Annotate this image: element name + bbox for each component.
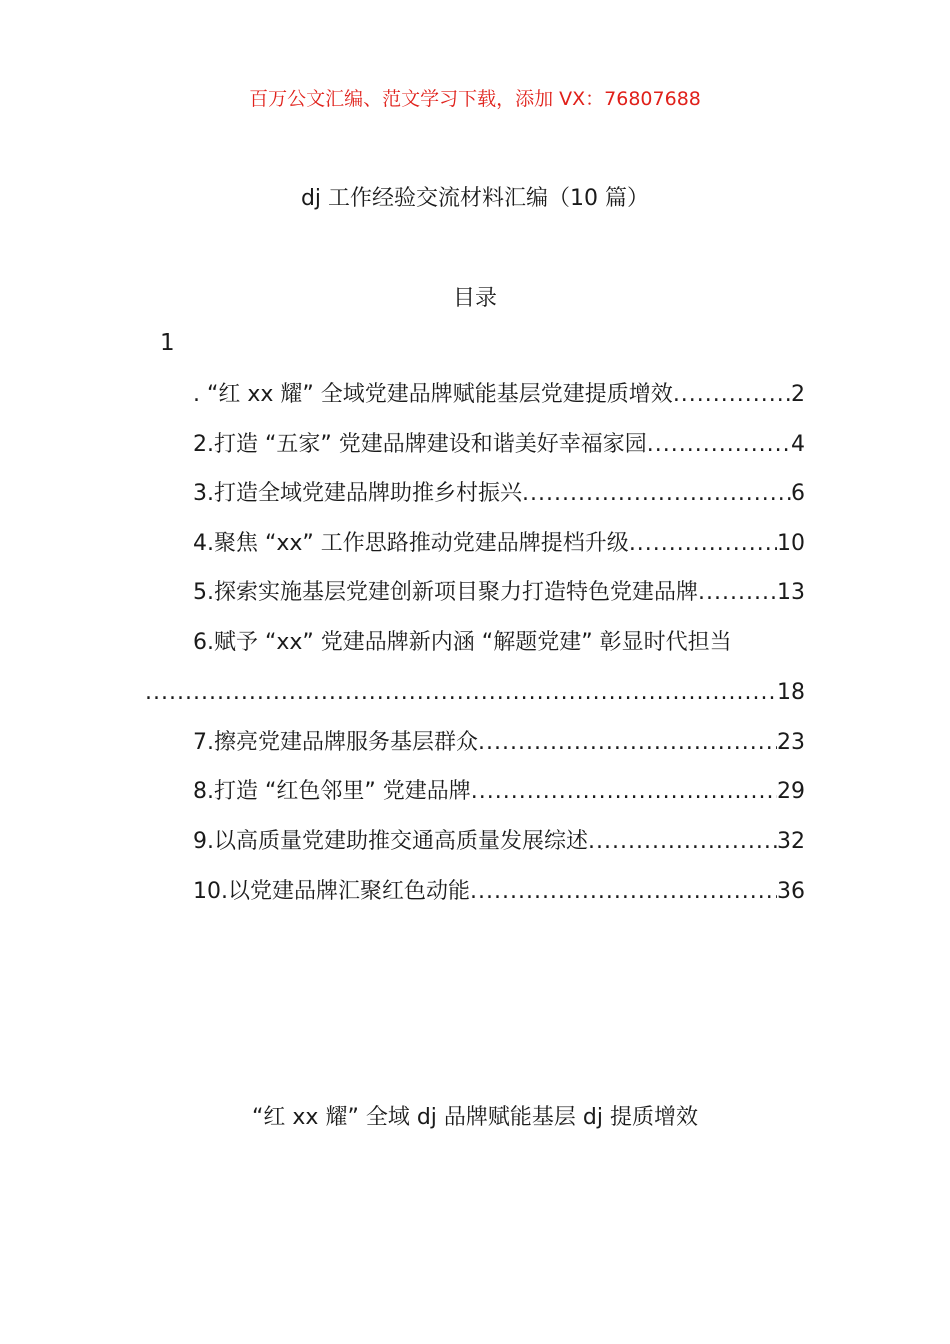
- toc-entry-title: . “红 xx 耀” 全域党建品牌赋能基层党建提质增效: [193, 382, 673, 407]
- toc-entry-title: 6.赋予 “xx” 党建品牌新内涵 “解题党建” 彰显时代担当: [193, 630, 732, 655]
- toc-entry-page: 29: [777, 779, 805, 804]
- document-title: dj 工作经验交流材料汇编（10 篇）: [300, 186, 650, 211]
- toc-entry[interactable]: [193, 578, 805, 608]
- toc-entry-page: 10: [777, 531, 805, 556]
- toc-entry-page: 2: [791, 382, 805, 407]
- toc-leader-dots: [647, 430, 791, 460]
- toc-entry-title: 9.以高质量党建助推交通高质量发展综述: [193, 829, 588, 854]
- toc-leader-dots: [470, 877, 777, 907]
- toc-entry[interactable]: [193, 827, 805, 857]
- toc-leader-dots: [471, 777, 777, 807]
- toc-entry-page: 6: [791, 481, 805, 506]
- toc-entry-title: 7.擦亮党建品牌服务基层群众: [193, 730, 478, 755]
- toc-entry-title: 5.探索实施基层党建创新项目聚力打造特色党建品牌: [193, 580, 698, 605]
- toc-leader-dots: [145, 678, 777, 708]
- toc-entry[interactable]: [193, 628, 805, 658]
- toc-leader-dots: [588, 827, 777, 857]
- toc-entry-page: 32: [777, 829, 805, 854]
- toc-heading: 目录: [452, 286, 497, 311]
- toc-entry-page: 36: [777, 879, 805, 904]
- toc-entry-title: 8.打造 “红色邻里” 党建品牌: [193, 779, 471, 804]
- toc-entry-page: 18: [777, 680, 805, 705]
- toc-entry[interactable]: [193, 777, 805, 807]
- toc-entry-title: 2.打造 “五家” 党建品牌建设和谐美好幸福家园: [193, 432, 647, 457]
- toc-entry[interactable]: [193, 479, 805, 509]
- toc-entry[interactable]: [193, 430, 805, 460]
- toc-first-number: 1: [160, 330, 175, 356]
- toc-leader-dots: [478, 728, 777, 758]
- toc-entry[interactable]: [193, 529, 805, 559]
- toc-leader-dots: [698, 578, 777, 608]
- toc-entry-page: 4: [791, 432, 805, 457]
- toc-entry-page: 13: [777, 580, 805, 605]
- toc-entry[interactable]: [193, 380, 805, 410]
- toc-entry-title: 10.以党建品牌汇聚红色动能: [193, 879, 470, 904]
- toc-entry[interactable]: [193, 877, 805, 907]
- toc-entry-title: 3.打造全域党建品牌助推乡村振兴: [193, 481, 522, 506]
- toc-leader-dots: [673, 380, 791, 410]
- toc-leader-dots: [522, 479, 791, 509]
- toc-leader-dots: [629, 529, 777, 559]
- toc-entry[interactable]: [193, 728, 805, 758]
- toc-entry-page: 23: [777, 730, 805, 755]
- header-note: 百万公文汇编、范文学习下载，添加 VX：76807688: [249, 88, 701, 110]
- section-title: “红 xx 耀” 全域 dj 品牌赋能基层 dj 提质增效: [252, 1105, 698, 1130]
- toc-entry-continuation[interactable]: [145, 678, 805, 708]
- toc-entry-title: 4.聚焦 “xx” 工作思路推动党建品牌提档升级: [193, 531, 629, 556]
